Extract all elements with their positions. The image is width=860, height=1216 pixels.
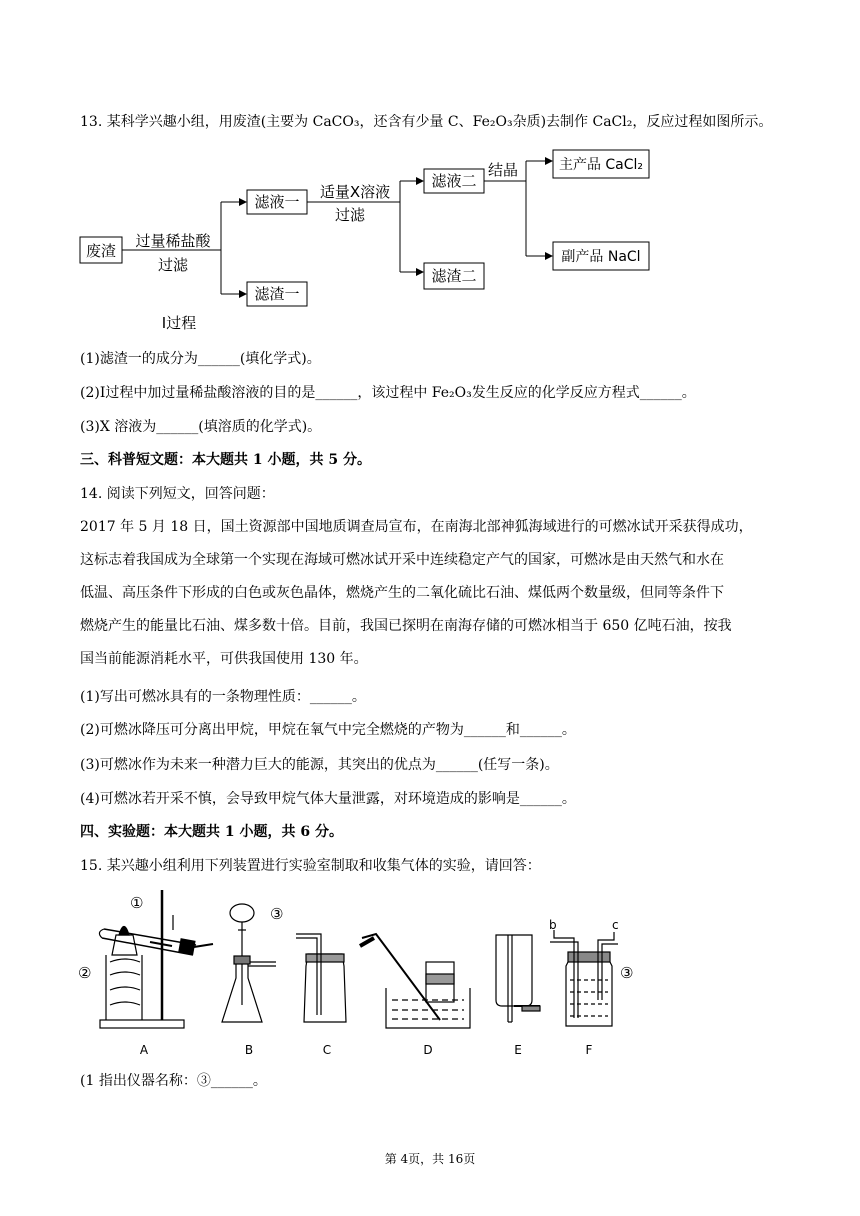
flow-step1-top: 过量稀盐酸 <box>135 232 211 250</box>
q14-sub1: (1)写出可燃冰具有的一条物理性质：______。 <box>80 689 366 705</box>
q14-sub3: (3)可燃冰作为未来一种潜力巨大的能源，其突出的优点为______(任写一条)。 <box>80 757 559 773</box>
flow-by-product: 副产品 NaCl <box>561 249 641 265</box>
q14-sub2: (2)可燃冰降压可分离出甲烷，甲烷在氧气中完全燃烧的产物为______和______。 <box>80 722 576 738</box>
q13-flowchart <box>0 145 860 365</box>
apparatus-e <box>496 935 540 1022</box>
q13-stem: 13. 某科学兴趣小组，用废渣(主要为 CaCO₃，还含有少量 C、Fe₂O₃杂质)去制作 CaCl₂，反应过程如图所示。 <box>80 114 773 130</box>
flow-main-product: 主产品 CaCl₂ <box>558 157 644 173</box>
label-c: C <box>322 1043 332 1057</box>
section-3-heading: 三、科普短文题：本大题共 1 小题，共 5 分。 <box>80 452 371 468</box>
flow-step2-top: 适量X溶液 <box>319 183 391 201</box>
q13-sub1: (1)滤渣一的成分为______(填化学式)。 <box>80 351 321 367</box>
passage-line: 低温、高压条件下形成的白色或灰色晶体，燃烧产生的二氧化硫比石油、煤低两个数量级，但同等条件下 <box>80 585 724 601</box>
q15-apparatus-figure <box>0 885 860 1065</box>
apparatus-b <box>222 904 276 1022</box>
label-e: E <box>514 1043 522 1057</box>
q15-stem: 15. 某兴趣小组利用下列装置进行实验室制取和收集气体的实验，请回答： <box>80 858 541 874</box>
label-n2: ② <box>78 964 92 982</box>
apparatus-c <box>296 934 346 1022</box>
label-b: B <box>244 1043 254 1057</box>
section-4-heading: 四、实验题：本大题共 1 小题，共 6 分。 <box>80 824 343 840</box>
flow-step2-bottom: 过滤 <box>334 206 366 224</box>
label-a: A <box>139 1043 149 1057</box>
q15-sub1: (1 指出仪器名称：③______。 <box>80 1073 267 1089</box>
passage-line: 2017 年 5 月 18 日，国土资源部中国地质调查局宣布，在南海北部神狐海域进行的可燃冰试开采获得成功， <box>80 519 753 535</box>
label-n3-side: ③ <box>620 964 634 982</box>
flow-step1-bottom: 过滤 <box>157 256 189 274</box>
flow-feizha: 废渣 <box>85 242 117 260</box>
passage-line: 燃烧产生的能量比石油、煤多数十倍。目前，我国已探明在南海存储的可燃冰相当于 650 亿吨石油，按我 <box>80 618 732 634</box>
label-c-port: c <box>612 918 619 932</box>
flow-process-label: Ⅰ过程 <box>161 314 197 332</box>
passage-line: 国当前能源消耗水平，可供我国使用 130 年。 <box>80 651 368 667</box>
q14-stem: 14. 阅读下列短文，回答问题： <box>80 486 275 502</box>
flow-step3: 结晶 <box>487 161 519 179</box>
apparatus-f <box>550 930 618 1026</box>
q13-sub3: (3)X 溶液为______(填溶质的化学式)。 <box>80 419 322 435</box>
passage-line: 这标志着我国成为全球第一个实现在海域可燃冰试开采中连续稳定产气的国家，可燃冰是由天然气和水在 <box>80 552 724 568</box>
label-b-port: b <box>549 918 557 932</box>
q14-passage <box>80 511 785 676</box>
label-n1: ① <box>130 894 144 912</box>
page-footer: 第 4页，共 16页 <box>384 1152 476 1166</box>
label-f: F <box>585 1043 593 1057</box>
q13-sub2: (2)Ⅰ过程中加过量稀盐酸溶液的目的是______，该过程中 Fe₂O₃发生反应的化学反应方程式______。 <box>80 385 696 401</box>
apparatus-a <box>99 890 213 1028</box>
flow-lvzha1: 滤渣一 <box>254 285 300 303</box>
flow-lvye2: 滤液二 <box>431 172 477 190</box>
q14-sub4: (4)可燃冰若开采不慎，会导致甲烷气体大量泄露，对环境造成的影响是______。 <box>80 791 576 807</box>
apparatus-d <box>360 934 470 1028</box>
label-n3-funnel: ③ <box>270 905 284 923</box>
flow-lvzha2: 滤渣二 <box>431 267 477 285</box>
label-d: D <box>423 1043 433 1057</box>
flow-lvye1: 滤液一 <box>254 193 300 211</box>
